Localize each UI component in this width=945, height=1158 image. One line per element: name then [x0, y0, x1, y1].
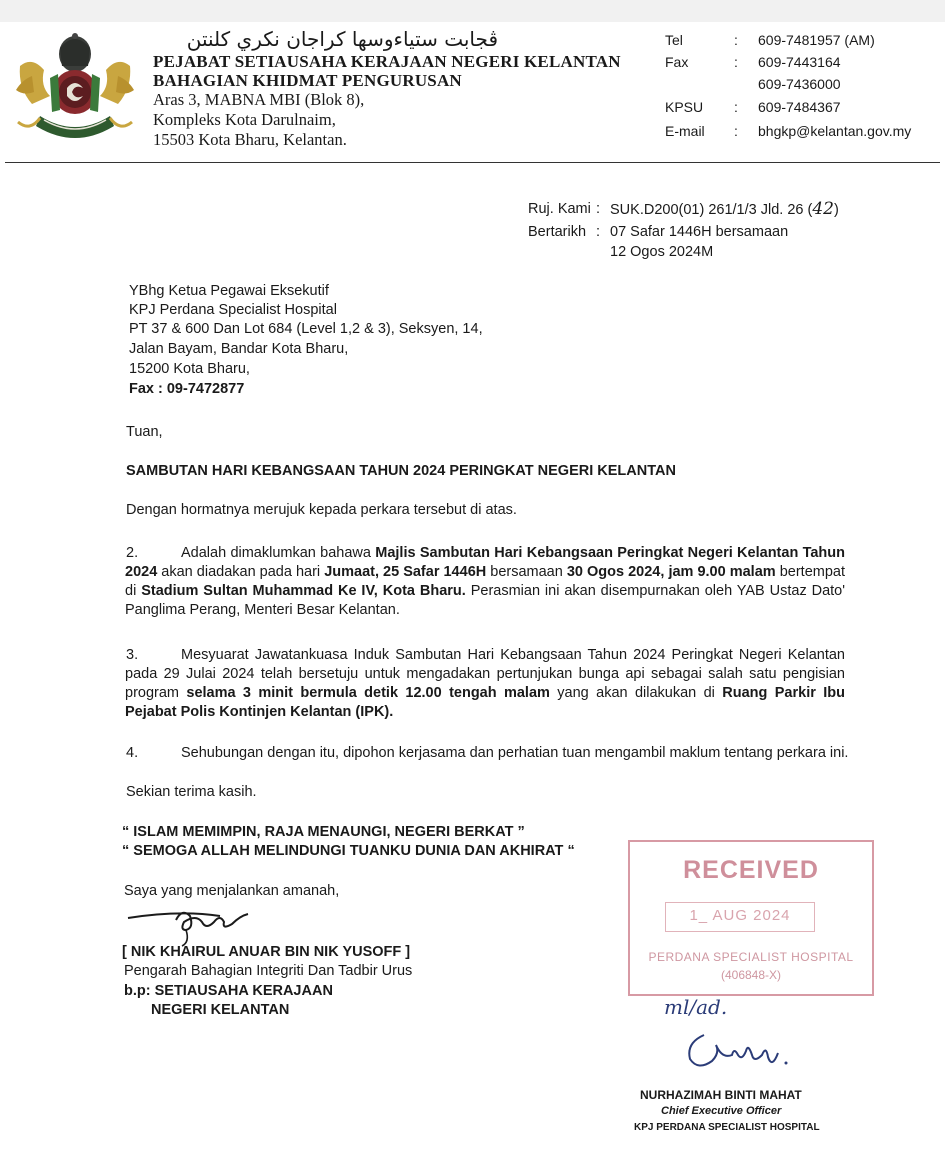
stamp-registration: (406848-X) [720, 968, 782, 982]
salutation: Tuan, [126, 424, 163, 440]
motto-line: “ SEMOGA ALLAH MELINDUNGI TUANKU DUNIA DAN AKHIRAT “ [122, 843, 575, 859]
contact-value-email: bhgkp@kelantan.gov.my [758, 123, 912, 139]
jawi-organisation-name: ڤجابت ستياءوسها كراجان نكري كلنتن [186, 27, 498, 51]
opening-sentence: Dengan hormatnya merujuk kepada perkara tersebut di atas. [126, 502, 517, 518]
contact-label-email: E-mail [665, 123, 705, 139]
paragraph-number: 3. [126, 647, 139, 663]
contact-separator: : [734, 99, 738, 115]
contact-value-tel: 609-7481957 (AM) [758, 32, 875, 48]
reference-value: SUK.D200(01) 261/1/3 Jld. 26 (42) [610, 199, 839, 219]
paragraph-number: 2. [126, 545, 139, 561]
recipient-line: YBhg Ketua Pegawai Eksekutif [129, 283, 329, 299]
ceo-signature-icon [682, 1025, 802, 1075]
closing-line: Sekian terima kasih. [126, 784, 257, 800]
signature-icon [120, 900, 270, 948]
header-divider [5, 162, 940, 163]
stamp-date-box [665, 902, 815, 932]
handwritten-note: ml/ad. [664, 995, 728, 1019]
signatory-title: Pengarah Bahagian Integriti Dan Tadbir Urus [124, 963, 413, 979]
letter-subject: SAMBUTAN HARI KEBANGSAAN TAHUN 2024 PERINGKAT NEGERI KELANTAN [126, 463, 676, 479]
contact-label-kpsu: KPSU [665, 99, 704, 115]
address-line: 15503 Kota Bharu, Kelantan. [153, 130, 347, 149]
paragraph-2: Adalah dimaklumkan bahawa Majlis Sambutan Hari Kebangsaan Peringkat Negeri Kelantan Tahun 2024 akan diadakan pada hari Jumaat, 25 Safar 1446H bersamaan 30 Ogos 2024, jam 9.00 malam bertempat di Stadium Sultan Muhammad Ke IV, Kota Bharu. Perasmian ini akan disempurnakan oleh YAB Ustaz Dato' Panglima Perang, Menteri Besar Kelantan. [125, 545, 846, 618]
paragraph-4: Sehubungan dengan itu, dipohon kerjasama dan perhatian tuan mengambil maklum tentang perkara ini. [181, 745, 849, 761]
address-line: Aras 3, MABNA MBI (Blok 8), [153, 90, 365, 109]
address-line: Kompleks Kota Darulnaim, [153, 110, 336, 129]
reference-label: Ruj. Kami [528, 201, 591, 217]
recipient-line: 15200 Kota Bharu, [129, 361, 250, 377]
organisation-name: PEJABAT SETIAUSAHA KERAJAAN NEGERI KELANTAN [153, 52, 621, 71]
recipient-line: Jalan Bayam, Bandar Kota Bharu, [129, 341, 349, 357]
contact-value-fax: 609-7443164 [758, 54, 841, 70]
date-separator: : [596, 224, 601, 240]
contact-label-tel: Tel [665, 32, 683, 48]
received-stamp [628, 840, 874, 996]
ceo-organisation: KPJ PERDANA SPECIALIST HOSPITAL [634, 1122, 820, 1133]
stamp-hospital: PERDANA SPECIALIST HOSPITAL [648, 950, 854, 964]
stamp-date: 1_ AUG 2024 [689, 907, 791, 924]
ceo-title: Chief Executive Officer [661, 1105, 782, 1117]
ceo-name: NURHAZIMAH BINTI MAHAT [640, 1088, 802, 1102]
page-top-band [0, 0, 945, 22]
reference-handwritten-number: 42 [812, 199, 834, 219]
signatory-name: [ NIK KHAIRUL ANUAR BIN NIK YUSOFF ] [122, 944, 411, 960]
signatory-bp: b.p: SETIAUSAHA KERAJAAN [124, 983, 333, 999]
date-line: 07 Safar 1446H bersamaan [610, 224, 789, 240]
reference-separator: : [596, 201, 601, 217]
division-name: BAHAGIAN KHIDMAT PENGURUSAN [153, 71, 462, 90]
contact-label-fax: Fax [665, 54, 689, 70]
kelantan-state-crest-icon [10, 26, 140, 150]
recipient-line: KPJ Perdana Specialist Hospital [129, 302, 337, 318]
motto-line: “ ISLAM MEMIMPIN, RAJA MENAUNGI, NEGERI BERKAT ” [122, 824, 525, 840]
contact-value-kpsu: 609-7484367 [758, 99, 841, 115]
paragraph-3: Mesyuarat Jawatankuasa Induk Sambutan Hari Kebangsaan Tahun 2024 Peringkat Negeri Kelantan pada 29 Julai 2024 telah bersetuju untuk mengadakan pertunjukan bunga api sebagai salah satu pengisian program selama 3 minit bermula detik 12.00 tengah malam yang akan dilakukan di Ruang Parkir Ibu Pejabat Polis Kontinjen Kelantan (IPK). [125, 647, 845, 720]
contact-separator: : [734, 32, 738, 48]
contact-value-fax-2: 609-7436000 [758, 76, 841, 92]
stamp-received-text: RECEIVED [683, 856, 819, 884]
signatory-bp: NEGERI KELANTAN [151, 1002, 290, 1018]
contact-separator: : [734, 123, 738, 139]
recipient-line: PT 37 & 600 Dan Lot 684 (Level 1,2 & 3), Seksyen, 14, [129, 321, 483, 337]
paragraph-number: 4. [126, 745, 139, 761]
contact-separator: : [734, 54, 738, 70]
date-label: Bertarikh [528, 224, 587, 240]
recipient-fax: Fax : 09-7472877 [129, 381, 245, 397]
trust-line: Saya yang menjalankan amanah, [124, 883, 340, 899]
date-line: 12 Ogos 2024M [610, 244, 714, 260]
